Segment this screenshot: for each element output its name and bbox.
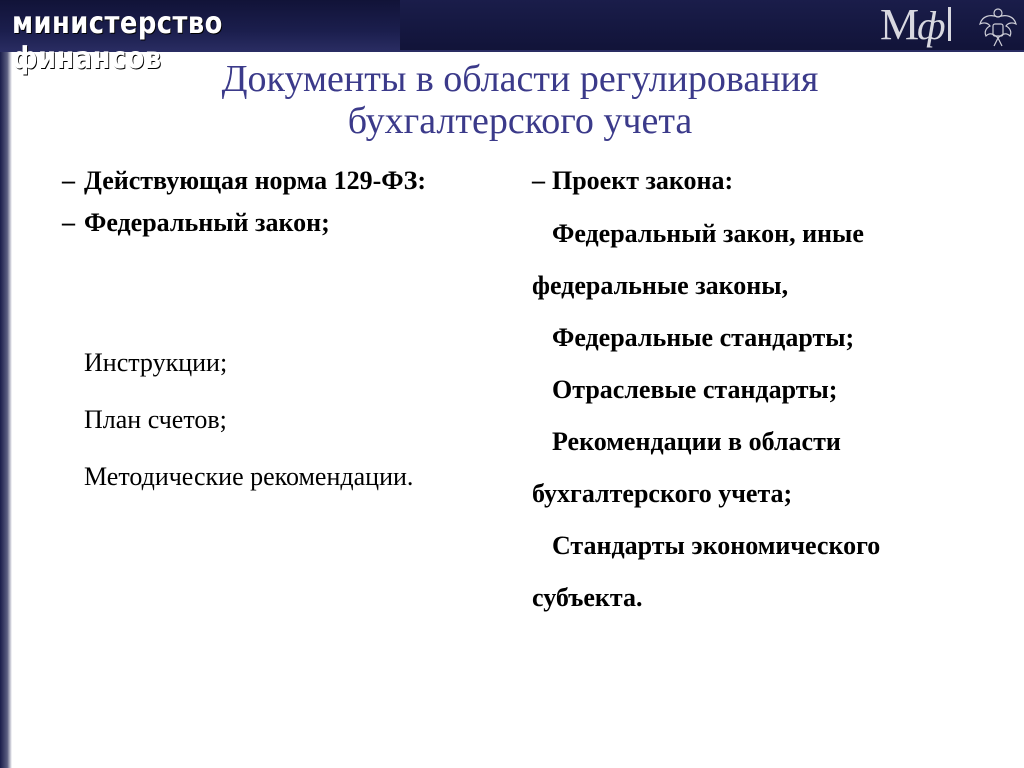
header-rule (400, 50, 1024, 52)
header-title-area (0, 0, 400, 76)
right-line: Федеральные стандарты; (552, 323, 855, 352)
slide-title-line-2: бухгалтерского учета (347, 100, 693, 142)
left-item: План счетов; (84, 405, 227, 434)
right-heading-text: Проект закона: (552, 166, 734, 195)
right-heading (532, 160, 992, 202)
coat-of-arms-icon (978, 4, 1018, 48)
logo-bar (948, 7, 951, 41)
left-item: Методические рекомендации. (84, 462, 414, 491)
logo-letter-m: М (880, 0, 920, 49)
slide-title (120, 58, 920, 142)
header-bar (0, 0, 1024, 76)
left-bullet (62, 160, 512, 202)
right-line: субъекта. (532, 583, 643, 612)
left-column (62, 160, 512, 244)
left-bullet-text: Федеральный закон; (84, 208, 330, 237)
left-item: Инструкции; (84, 348, 228, 377)
right-line: Стандарты экономического (552, 531, 881, 560)
bullet-dash: – (532, 166, 545, 195)
right-line: Отраслевые стандарты; (552, 375, 838, 404)
right-column (532, 160, 992, 624)
right-line: Федеральный закон, иные (552, 219, 864, 248)
left-edge-shade (0, 52, 12, 768)
ministry-name: министерство финансов (12, 6, 223, 76)
bullet-dash: – (62, 166, 75, 195)
left-bullet-text: Действующая норма 129-ФЗ: (84, 166, 427, 195)
slide-title-line-1: Документы в области регулирования (221, 58, 819, 100)
ministry-logo (880, 2, 970, 48)
bullet-dash: – (62, 208, 75, 237)
right-line: Рекомендации в области (552, 427, 841, 456)
left-bullet (62, 202, 512, 244)
logo-letter-f: ф (917, 3, 946, 48)
right-line: федеральные законы, (532, 271, 789, 300)
right-line: бухгалтерского учета; (532, 479, 793, 508)
